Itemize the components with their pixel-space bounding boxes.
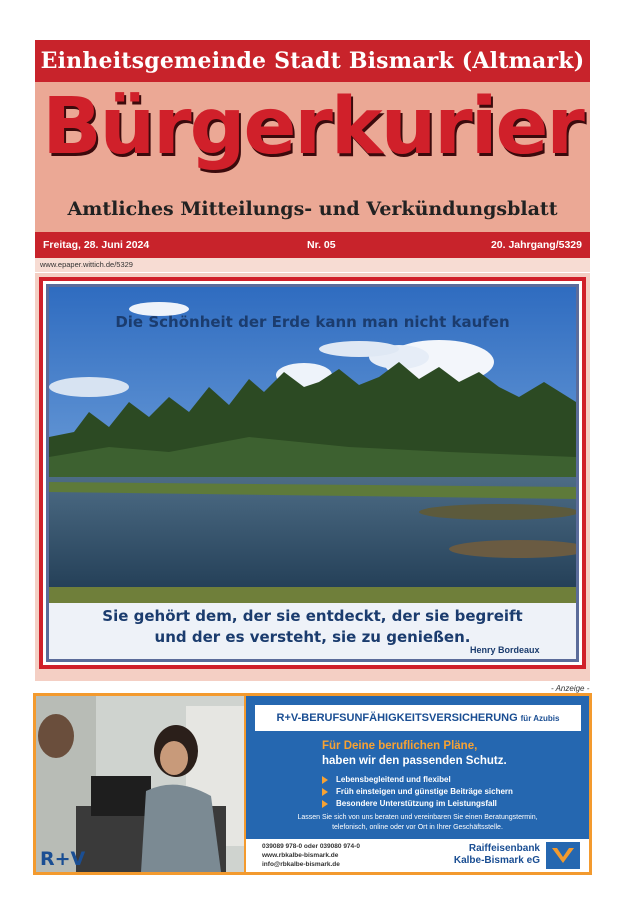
issue-volume: 20. Jahrgang/5329 bbox=[490, 239, 582, 251]
quote-heading: Die Schönheit der Erde kann man nicht kaufen bbox=[115, 313, 510, 331]
quote-author: Henry Bordeaux bbox=[470, 645, 540, 655]
ad-consult-line-1: Lassen Sie sich von uns beraten und vereinbaren Sie einen Beratungstermin, bbox=[297, 814, 538, 821]
bank-name-line-2: Kalbe-Bismark eG bbox=[453, 855, 540, 866]
municipality-name: Einheitsgemeinde Stadt Bismark (Altmark) bbox=[40, 48, 585, 74]
municipality-banner bbox=[35, 40, 590, 82]
ad-bullet: Lebensbegleitend und flexibel bbox=[322, 775, 451, 784]
ad-headline: R+V-BERUFSUNFÄHIGKEITSVERSICHERUNG bbox=[276, 712, 518, 724]
ad-bullet: Besondere Unterstützung im Leistungsfall bbox=[322, 799, 497, 808]
arrow-icon bbox=[322, 800, 328, 808]
ad-email-link[interactable]: info@rbkalbe-bismark.de bbox=[262, 861, 340, 868]
ad-tagline-2: haben wir den passenden Schutz. bbox=[322, 755, 507, 767]
ad-label: - Anzeige - bbox=[551, 684, 590, 693]
arrow-icon bbox=[322, 788, 328, 796]
quote-text bbox=[49, 606, 576, 648]
lake-photo bbox=[49, 287, 576, 603]
newspaper-subtitle: Amtliches Mitteilungs- und Verkündungsblatt bbox=[67, 198, 558, 220]
ad-web-link[interactable]: www.rbkalbe-bismark.de bbox=[262, 852, 339, 859]
quote-line-2: und der es versteht, sie zu genießen. bbox=[154, 628, 471, 646]
divider-stripe bbox=[35, 673, 590, 681]
ad-headline-box bbox=[255, 705, 581, 731]
ad-phone: 039089 978-0 oder 039080 974-0 bbox=[262, 843, 360, 850]
ad-contact bbox=[262, 842, 360, 869]
ad-headline-suffix: für Azubis bbox=[520, 713, 560, 723]
issue-date: Freitag, 28. Juni 2024 bbox=[43, 239, 150, 251]
issue-info-bar bbox=[35, 232, 590, 258]
epaper-link[interactable]: www.epaper.wittich.de/5329 bbox=[40, 260, 133, 269]
raiffeisen-logo-icon bbox=[546, 842, 580, 869]
ad-photo bbox=[36, 696, 244, 872]
bank-name bbox=[410, 843, 540, 867]
issue-number: Nr. 05 bbox=[307, 239, 336, 251]
quote-line-1: Sie gehört dem, der sie entdeckt, der sie begreift bbox=[102, 607, 523, 625]
ad-consult-line-2: telefonisch, online oder vor Ort in Ihrer Geschäftsstelle. bbox=[332, 824, 503, 831]
bank-name-line-1: Raiffeisenbank bbox=[468, 843, 540, 854]
rv-logo: R+V bbox=[40, 848, 86, 870]
arrow-icon bbox=[322, 776, 328, 784]
ad-tagline-1: Für Deine beruflichen Pläne, bbox=[322, 740, 478, 752]
ad-consult-text bbox=[250, 813, 585, 833]
newspaper-title: Bürgerkurier bbox=[42, 82, 583, 172]
ad-bullet: Früh einsteigen und günstige Beiträge sichern bbox=[322, 787, 513, 796]
